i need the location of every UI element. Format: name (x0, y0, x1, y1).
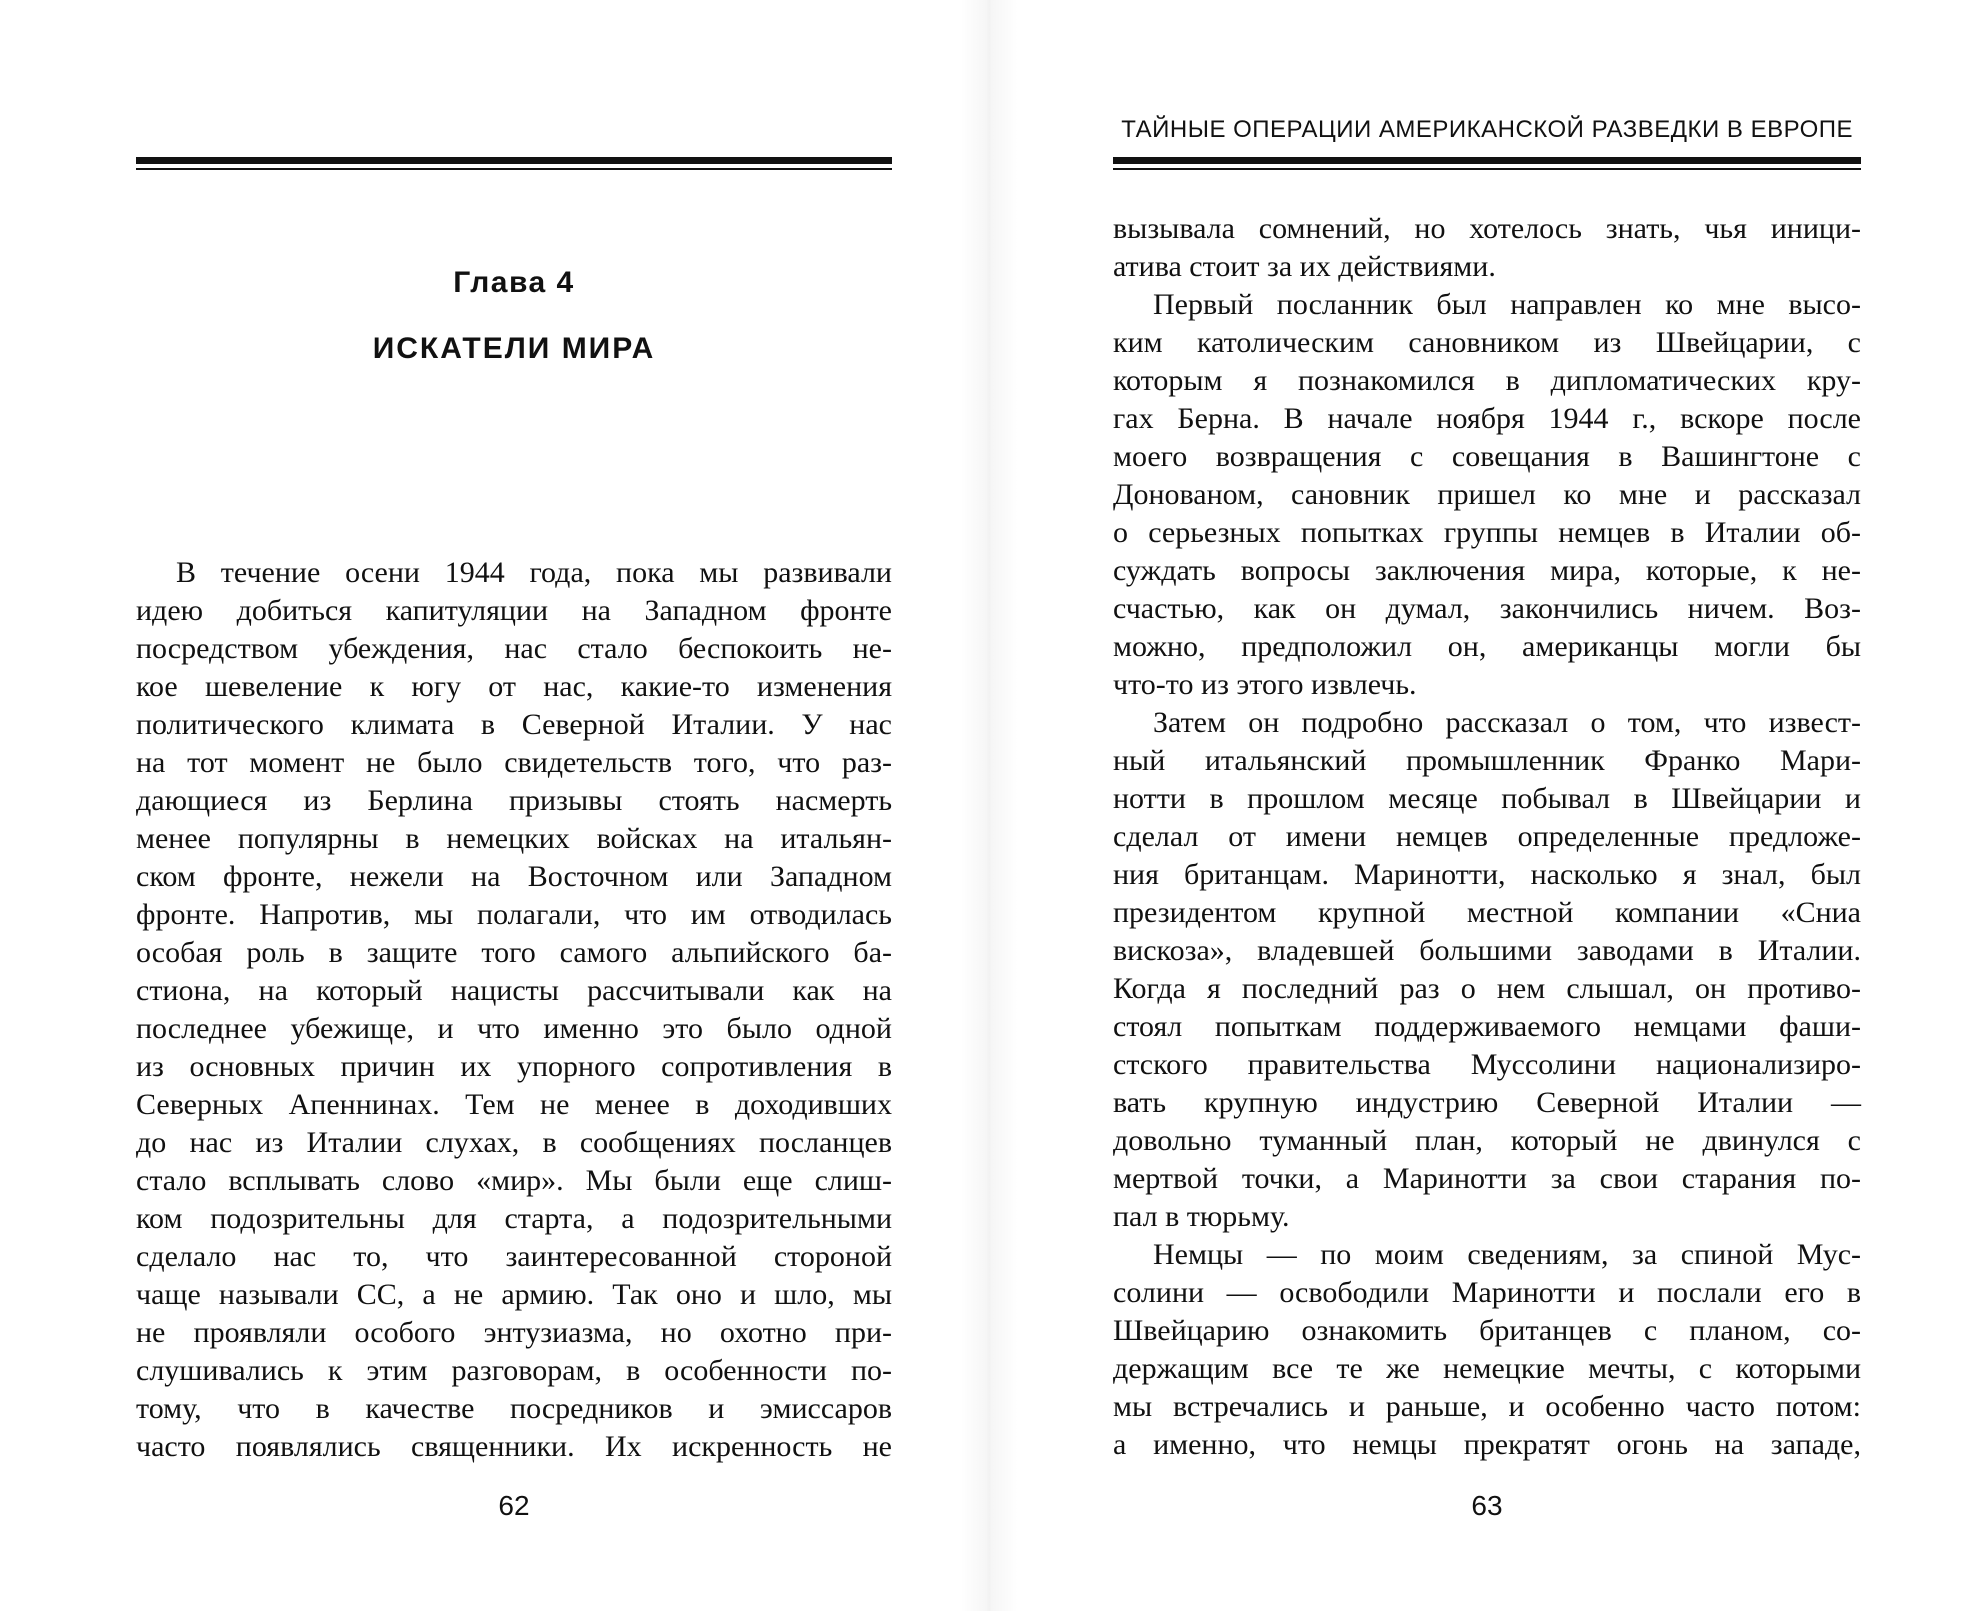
text-line: стского правительства Муссолини национализиро- (1113, 1048, 1861, 1081)
header-rule-left (136, 157, 892, 164)
text-line: дающиеся из Берлина призывы стоять насмерть (136, 784, 892, 817)
text-line: кое шевеление к югу от нас, какие-то изменения (136, 670, 892, 703)
text-line: сделал от имени немцев определенные предложе- (1113, 820, 1861, 853)
text-line: Северных Апеннинах. Тем не менее в доходивших (136, 1088, 892, 1121)
text-line: стиона, на который нацисты рассчитывали как на (136, 974, 892, 1007)
text-line: часто появлялись священники. Их искренность не (136, 1430, 892, 1463)
chapter-number: Глава 4 (453, 266, 575, 299)
text-line: до нас из Италии слухах, в сообщениях посланцев (136, 1126, 892, 1159)
text-line: можно, предположил он, американцы могли бы (1113, 630, 1861, 663)
text-line: Немцы — по моим сведениям, за спиной Мус- (1153, 1238, 1861, 1271)
text-line: атива стоит за их действиями. (1113, 250, 1496, 283)
text-line: политического климата в Северной Италии. У нас (136, 708, 892, 741)
text-line: тому, что в качестве посредников и эмиссаров (136, 1392, 892, 1425)
text-line: ния британцам. Маринотти, насколько я знал, был (1113, 858, 1861, 891)
text-line: Первый посланник был направлен ко мне высо- (1153, 288, 1861, 321)
text-line: о серьезных попытках группы немцев в Италии об- (1113, 516, 1861, 549)
text-line: довольно туманный план, который не двинулся с (1113, 1124, 1861, 1157)
chapter-title: ИСКАТЕЛИ МИРА (372, 332, 656, 365)
text-line: посредством убеждения, нас стало беспокоить не- (136, 632, 892, 665)
text-line: последнее убежище, и что именно это было одной (136, 1012, 892, 1045)
text-line: что-то из этого извлечь. (1113, 668, 1417, 701)
right-page-body (1113, 210, 1861, 1464)
text-line: Когда я последний раз о нем слышал, он противо- (1113, 972, 1861, 1005)
text-line: держащим все те же немецкие мечты, с которыми (1113, 1352, 1861, 1385)
text-line: из основных причин их упорного сопротивления в (136, 1050, 892, 1083)
text-line: В течение осени 1944 года, пока мы развивали (176, 556, 892, 589)
text-line: мы встречались и раньше, и особенно часто потом: (1113, 1390, 1861, 1423)
text-line: нотти в прошлом месяце побывал в Швейцарии и (1113, 782, 1861, 815)
page-number-left: 62 (498, 1490, 530, 1521)
text-line: которым я познакомился в дипломатических кру- (1113, 364, 1861, 397)
text-line: мертвой точки, а Маринотти за свои старания по- (1113, 1162, 1861, 1195)
text-line: ким католическим сановником из Швейцарии, с (1113, 326, 1861, 359)
text-line: чаще называли СС, а не армию. Так оно и шло, мы (136, 1278, 892, 1311)
header-rule-right (1113, 157, 1861, 164)
text-line: Донованом, сановник пришел ко мне и рассказал (1113, 478, 1861, 511)
text-line: на тот момент не было свидетельств того, что раз- (136, 746, 892, 779)
text-line: ком подозрительны для старта, а подозрительными (136, 1202, 892, 1235)
text-line: стоял попыткам поддерживаемого немцами фаши- (1113, 1010, 1861, 1043)
text-line: суждать вопросы заключения мира, которые, к не- (1113, 554, 1861, 587)
text-line: солини — освободили Маринотти и послали его в (1113, 1276, 1861, 1309)
running-header: ТАЙНЫЕ ОПЕРАЦИИ АМЕРИКАНСКОЙ РАЗВЕДКИ В ЕВРОПЕ (1121, 116, 1853, 143)
page-number-right: 63 (1471, 1490, 1503, 1521)
text-line: а именно, что немцы прекратят огонь на западе, (1113, 1428, 1861, 1461)
text-line: пал в тюрьму. (1113, 1200, 1290, 1233)
text-line: счастью, как он думал, закончились ничем. Воз- (1113, 592, 1861, 625)
text-line: Затем он подробно рассказал о том, что извест- (1153, 706, 1861, 739)
text-line: особая роль в защите того самого альпийского ба- (136, 936, 892, 969)
text-line: вискоза», владевшей большими заводами в Италии. (1113, 934, 1861, 967)
text-line: фронте. Напротив, мы полагали, что им отводилась (136, 898, 892, 931)
text-line: гах Берна. В начале ноября 1944 г., вскоре после (1113, 402, 1861, 435)
text-line: вать крупную индустрию Северной Италии — (1113, 1086, 1861, 1119)
text-line: моего возвращения с совещания в Вашингтоне с (1113, 440, 1861, 473)
text-line: стало всплывать слово «мир». Мы были еще слиш- (136, 1164, 892, 1197)
text-line: Швейцарию ознакомить британцев с планом, со- (1113, 1314, 1861, 1347)
text-line: вызывала сомнений, но хотелось знать, чья иници- (1113, 212, 1861, 245)
left-page-body (136, 554, 892, 1466)
text-line: ском фронте, нежели на Восточном или Западном (136, 860, 892, 893)
text-line: слушивались к этим разговорам, в особенности по- (136, 1354, 892, 1387)
text-line: менее популярны в немецких войсках на итальян- (136, 822, 892, 855)
text-line: президентом крупной местной компании «Сниа (1113, 896, 1861, 929)
text-line: ный итальянский промышленник Франко Мари- (1113, 744, 1861, 777)
text-line: не проявляли особого энтузиазма, но охотно при- (136, 1316, 892, 1349)
right-page (989, 0, 1978, 1611)
text-line: идею добиться капитуляции на Западном фронте (136, 594, 892, 627)
text-line: сделало нас то, что заинтересованной стороной (136, 1240, 892, 1273)
